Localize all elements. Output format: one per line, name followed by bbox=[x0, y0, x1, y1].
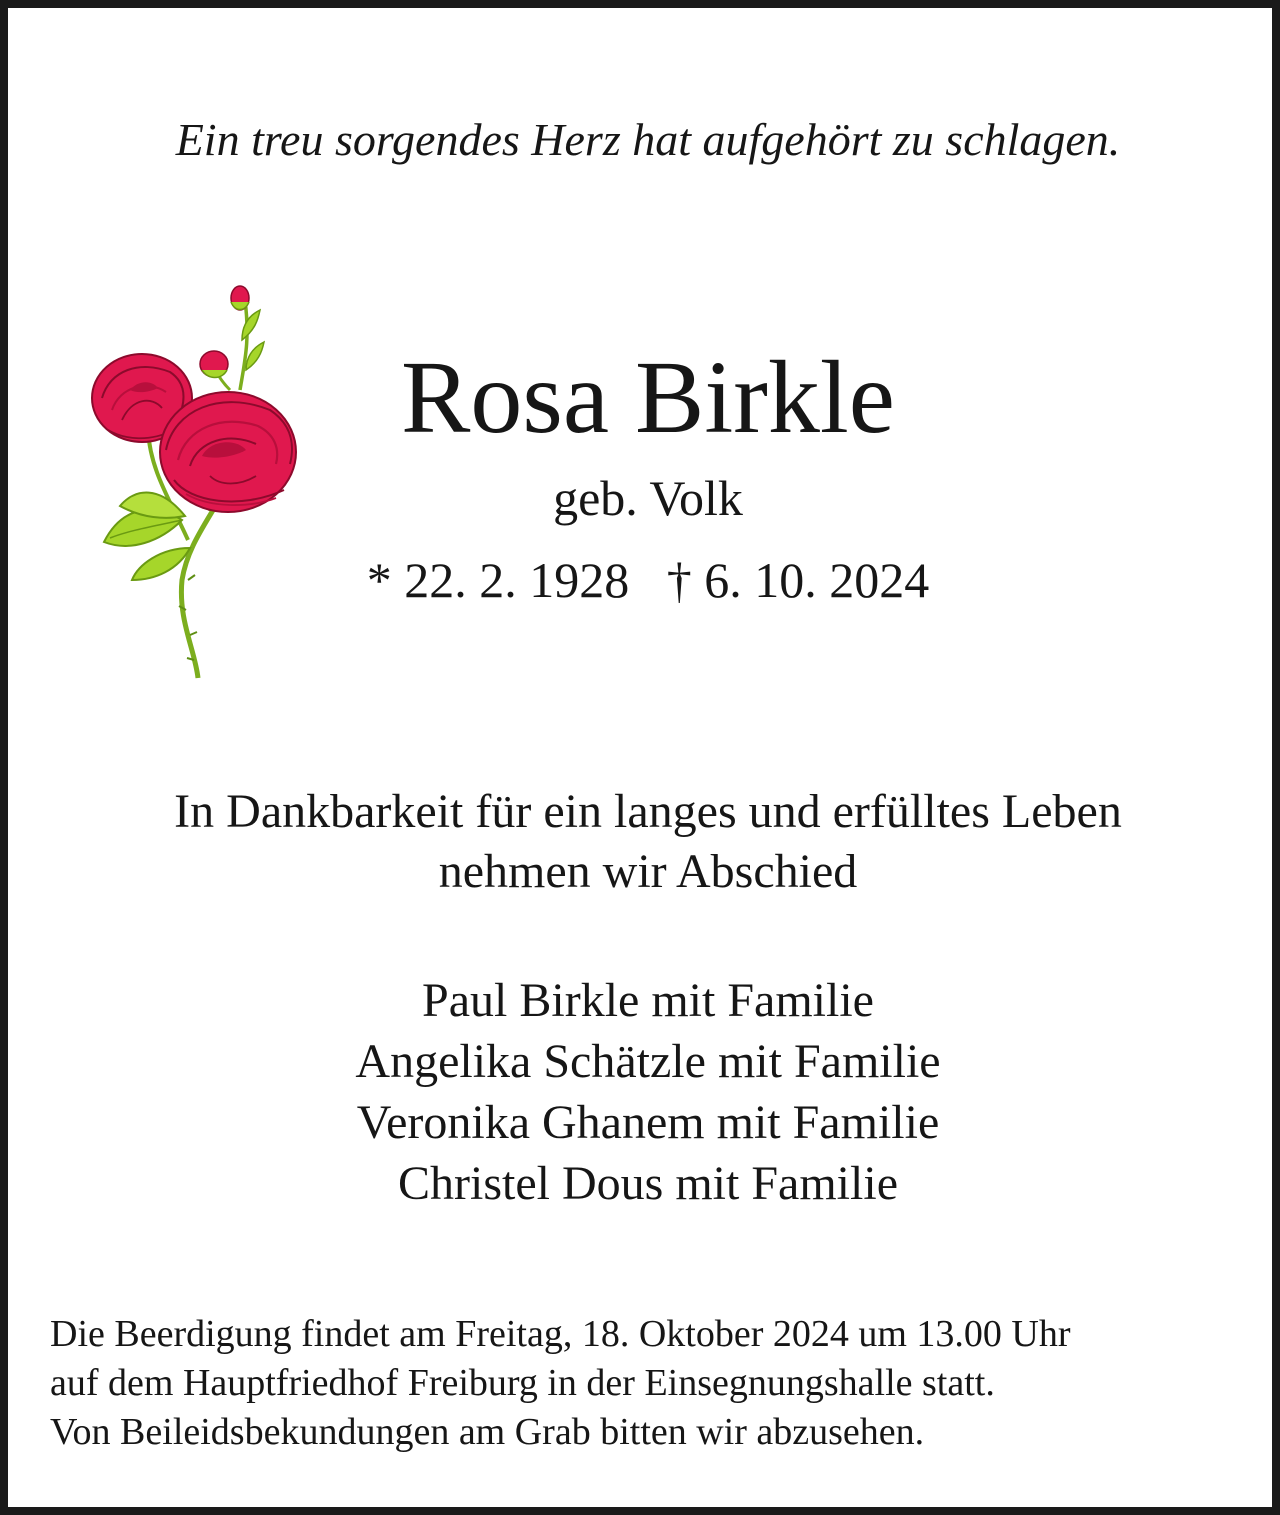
mourner-item: Veronika Ghanem mit Familie bbox=[356, 1096, 940, 1149]
maiden-name: geb. Volk bbox=[553, 470, 743, 526]
farewell-line: nehmen wir Abschied bbox=[438, 845, 858, 898]
funeral-info bbox=[50, 1310, 1250, 1457]
mourner-item: Angelika Schätzle mit Familie bbox=[355, 1035, 941, 1088]
death-date: † 6. 10. 2024 bbox=[666, 552, 930, 608]
mourner-item: Paul Birkle mit Familie bbox=[422, 974, 874, 1027]
motto: Ein treu sorgendes Herz hat aufgehört zu schlagen. bbox=[175, 114, 1121, 165]
life-dates bbox=[308, 550, 988, 610]
farewell-text bbox=[8, 782, 1280, 902]
birth-date: * 22. 2. 1928 bbox=[366, 552, 630, 608]
funeral-line: Die Beerdigung findet am Freitag, 18. Oktober 2024 um 13.00 Uhr bbox=[50, 1313, 1071, 1355]
deceased-name: Rosa Birkle bbox=[401, 340, 895, 455]
mourners-list bbox=[8, 970, 1280, 1214]
funeral-line: auf dem Hauptfriedhof Freiburg in der Einsegnungshalle statt. bbox=[50, 1362, 995, 1404]
rose-icon bbox=[90, 280, 300, 682]
farewell-line: In Dankbarkeit für ein langes und erfülltes Leben bbox=[174, 785, 1122, 838]
mourner-item: Christel Dous mit Familie bbox=[398, 1157, 898, 1210]
funeral-line: Von Beileidsbekundungen am Grab bitten wir abzusehen. bbox=[50, 1411, 925, 1453]
